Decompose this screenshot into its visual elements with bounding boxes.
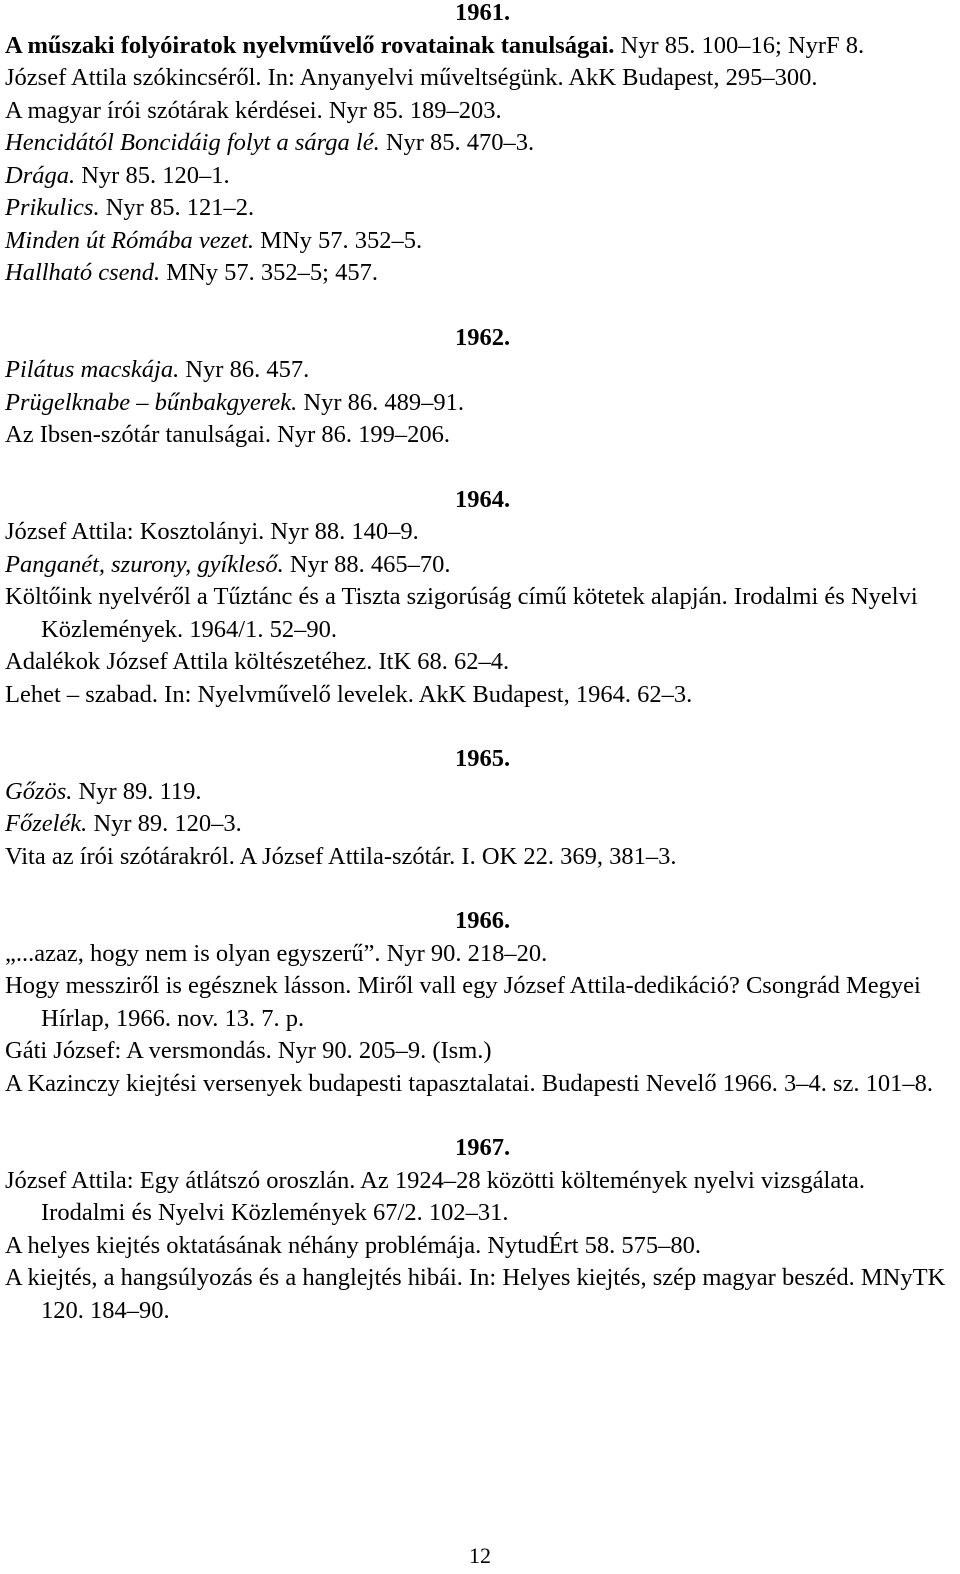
year-heading: 1967. [454,1134,511,1161]
bibliography-entry: Az Ibsen-szótár tanulságai. Nyr 86. 199–206. [5,421,450,448]
bibliography-entry: Hencidától Boncidáig folyt a sárga lé. Nyr 85. 470–3. [5,129,535,156]
section-1961 [5,0,950,290]
bibliography-entry: Gőzös. Nyr 89. 119. [5,777,202,805]
section-1967 [5,1132,950,1327]
bibliography-entry: Prikulics. Nyr 85. 121–2. [5,194,255,221]
year-heading: 1966. [454,907,511,934]
bibliography-page [5,0,950,1327]
year-heading: 1961. [454,0,511,26]
bibliography-entry: József Attila szókincséről. In: Anyanyelvi műveltségünk. AkK Budapest, 295–300. [5,64,818,91]
bibliography-entry: Prügelknabe – bűnbakgyerek. Nyr 86. 489–91. [5,388,465,416]
section-1964 [5,484,950,712]
bibliography-entry: Lehet – szabad. In: Nyelvművelő levelek. AkK Budapest, 1964. 62–3. [5,680,693,708]
bibliography-entry: Adalékok József Attila költészetéhez. ItK 68. 62–4. [5,648,510,675]
section-1962 [5,322,950,452]
bibliography-entry: „...azaz, hogy nem is olyan egyszerű”. Nyr 90. 218–20. [5,939,548,967]
section-1966 [5,905,950,1100]
bibliography-entry: Gáti József: A versmondás. Nyr 90. 205–9. (Ism.) [5,1037,492,1064]
year-heading: 1965. [454,745,511,772]
bibliography-entry: Panganét, szurony, gyíkleső. Nyr 88. 465–70. [5,550,451,578]
bibliography-entry: Pilátus macskája. Nyr 86. 457. [5,356,310,383]
bibliography-entry: Vita az írói szótárakról. A József Attila-szótár. I. OK 22. 369, 381–3. [5,842,677,870]
bibliography-entry: József Attila: Kosztolányi. Nyr 88. 140–9. [5,518,419,545]
bibliography-entry: Költőink nyelvéről a Tűztánc és a Tiszta szigorúság című kötetek alapján. Irodalmi és Nyelvi Közlemények. 1964/1. 52–90. [5,583,918,643]
page-number: 12 [469,1543,491,1568]
bibliography-entry: Minden út Rómába vezet. MNy 57. 352–5. [5,226,423,254]
bibliography-entry: Hogy messziről is egésznek lásson. Miről vall egy József Attila-dedikáció? Csongrád Megyei Hírlap, 1966. nov. 13. 7. p. [5,972,921,1032]
year-heading: 1964. [454,485,511,513]
bibliography-entry: Főzelék. Nyr 89. 120–3. [5,810,242,837]
section-1965 [5,743,950,873]
bibliography-entry: A magyar írói szótárak kérdései. Nyr 85. 189–203. [5,96,502,124]
bibliography-entry: Hallható csend. MNy 57. 352–5; 457. [5,259,378,286]
bibliography-entry: A kiejtés, a hangsúlyozás és a hanglejtés hibái. In: Helyes kiejtés, szép magyar beszéd. MNyTK 120. 184–90. [5,1264,946,1324]
bibliography-entry: Drága. Nyr 85. 120–1. [5,161,230,189]
year-heading: 1962. [454,323,511,351]
bibliography-entry: A helyes kiejtés oktatásának néhány problémája. NytudÉrt 58. 575–80. [5,1231,702,1259]
bibliography-entry: József Attila: Egy átlátszó oroszlán. Az 1924–28 közötti költemények nyelvi vizsgálata. Irodalmi és Nyelvi Közlemények 67/2. 102–31. [5,1166,866,1226]
bibliography-entry: A műszaki folyóiratok nyelvművelő rovatainak tanulságai. Nyr 85. 100–16; NyrF 8. [5,31,865,59]
bibliography-entry: A Kazinczy kiejtési versenyek budapesti tapasztalatai. Budapesti Nevelő 1966. 3–4. sz. 101–8. [5,1069,934,1097]
